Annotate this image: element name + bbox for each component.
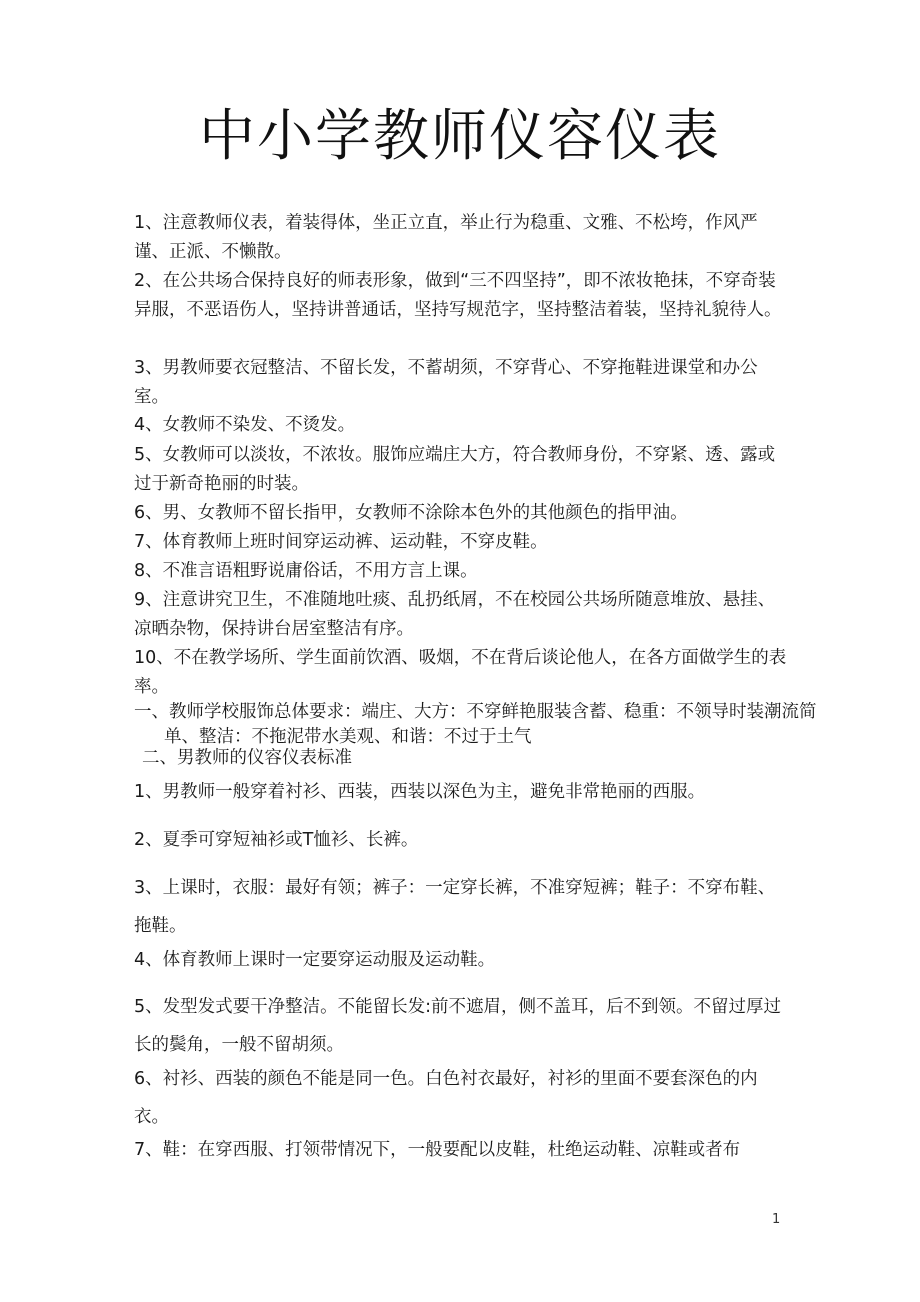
male-rule-item-7: 7、鞋：在穿西服、打领带情况下，一般要配以皮鞋，杜绝运动鞋、凉鞋或者布 — [134, 1140, 741, 1160]
rule-item-7: 7、体育教师上班时间穿运动裤、运动鞋，不穿皮鞋。 — [134, 532, 548, 552]
page-number: 1 — [772, 1212, 781, 1227]
section-heading-general: 一、教师学校服饰总体要求：端庄、大方：不穿鲜艳服装含蓄、稳重：不领导时装潮流简单、整洁：不拖泥带水美观、和谐：不过于土气 — [134, 702, 817, 747]
male-rule-item-5: 5、发型发式要干净整洁。不能留长发:前不遮眉，侧不盖耳，后不到领。不留过厚过长的鬓角，一般不留胡须。 — [134, 997, 782, 1055]
male-rule-item-2: 2、夏季可穿短袖衫或T恤衫、长裤。 — [134, 830, 419, 850]
male-rule-item-3: 3、上课时，衣服：最好有领；裤子：一定穿长裤，不准穿短裤；鞋子：不穿布鞋、拖鞋。 — [134, 878, 776, 936]
male-rule-item-1: 1、男教师一般穿着衬衫、西装，西装以深色为主，避免非常艳丽的西服。 — [134, 782, 706, 802]
rule-item-5: 5、女教师可以淡妆，不浓妆。服饰应端庄大方，符合教师身份，不穿紧、透、露或过于新奇艳丽的时装。 — [134, 445, 776, 494]
rule-item-8: 8、不准言语粗野说庸俗话，不用方言上课。 — [134, 561, 478, 581]
rule-item-10: 10、不在教学场所、学生面前饮酒、吸烟，不在背后谈论他人，在各方面做学生的表率。 — [134, 648, 787, 697]
section-heading-male: 二、男教师的仪容仪表标准 — [142, 748, 352, 768]
rule-item-9: 9、注意讲究卫生，不准随地吐痰、乱扔纸屑，不在校园公共场所随意堆放、悬挂、凉晒杂物，保持讲台居室整洁有序。 — [134, 590, 776, 639]
page-title: 中小学教师仪容仪表 — [199, 104, 721, 169]
rule-item-4: 4、女教师不染发、不烫发。 — [134, 415, 356, 435]
rule-item-6: 6、男、女教师不留长指甲，女教师不涂除本色外的其他颜色的指甲油。 — [134, 503, 688, 523]
rule-item-1: 1、注意教师仪表，着装得体，坐正立直，举止行为稳重、文雅、不松垮，作风严谨、正派、不懒散。 — [134, 213, 758, 262]
male-rule-item-6: 6、衬衫、西装的颜色不能是同一色。白色衬衣最好，衬衫的里面不要套深色的内衣。 — [134, 1069, 758, 1127]
rule-item-2: 2、在公共场合保持良好的师表形象，做到“三不四坚持”，即不浓妆艳抹，不穿奇装异服，不恶语伤人，坚持讲普通话，坚持写规范字，坚持整洁着装，坚持礼貌待人。 — [134, 271, 782, 320]
rule-item-3: 3、男教师要衣冠整洁、不留长发，不蓄胡须，不穿背心、不穿拖鞋进课堂和办公室。 — [134, 358, 758, 407]
male-rule-item-4: 4、体育教师上课时一定要穿运动服及运动鞋。 — [134, 950, 496, 970]
